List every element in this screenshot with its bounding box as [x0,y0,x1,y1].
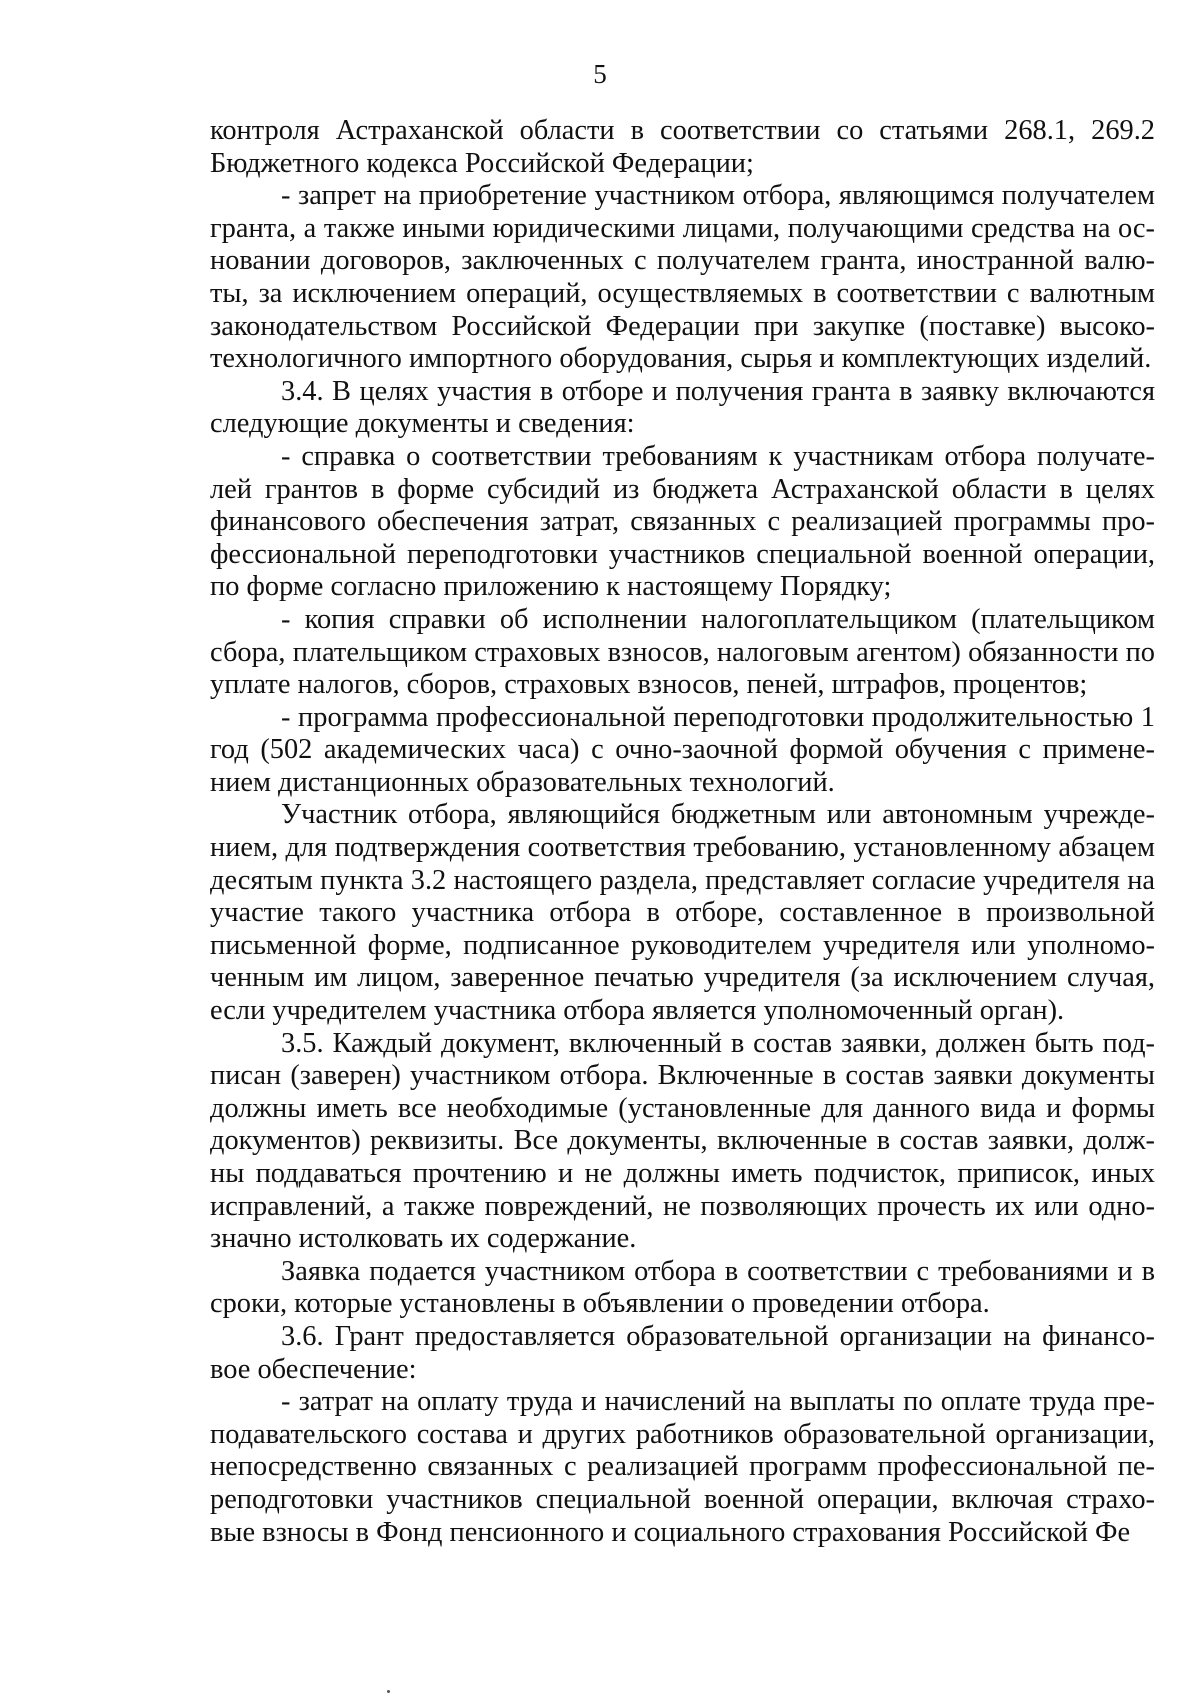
paragraph-labor-costs: - затрат на оплату труда и начислений на выплаты по оплате труда преподавательского состава и других работников образовательной организации, непосредственно связанных с реализацией программ профессиональной переподготовки участников специальной военной операции, включая страховые взносы в Фонд пенсионного и социального страхования Российской Фе [210,1386,1155,1548]
paragraph-application-submission: Заявка подается участником отбора в соответствии с требованиями и в сроки, которые установлены в объявлении о проведении отбора. [210,1255,1155,1320]
paragraph-3-4: 3.4. В целях участия в отборе и получения гранта в заявку включаются следующие документы и сведения: [210,375,1155,440]
paragraph-certificate: - справка о соответствии требованиям к участникам отбора получателей грантов в форме субсидий из бюджета Астраханской области в целях финансового обеспечения затрат, связанных с реализацией программы профессиональной переподготовки участников специальной военной операции, по форме согласно приложению к настоящему Порядку; [210,440,1155,603]
paragraph-budget-institution: Участник отбора, являющийся бюджетным или автономным учреждением, для подтверждения соответствия требованию, установленному абзацем десятым пункта 3.2 настоящего раздела, представляет согласие учредителя на участие такого участника отбора в отборе, составленное в произвольной письменной форме, подписанное руководителем учредителя или уполномоченным им лицом, заверенное печатью учредителя (за исключением случая, если учредителем участника отбора является уполномоченный орган). [210,799,1155,1027]
paragraph-tax-certificate: - копия справки об исполнении налогоплательщиком (плательщиком сбора, плательщиком страховых взносов, налоговым агентом) обязанности по уплате налогов, сборов, страховых взносов, пеней, штрафов, процентов; [210,603,1155,701]
paragraph-currency-ban: - запрет на приобретение участником отбора, являющимся получателем гранта, а также иными юридическими лицами, получающими средства на основании договоров, заключенных с получателем гранта, иностранной валюты, за исключением операций, осуществляемых в соответствии с валютным законодательством Российской Федерации при закупке (поставке) высокотехнологичного импортного оборудования, сырья и комплектующих изделий. [210,180,1155,375]
document-body [210,115,1155,1549]
paragraph-3-5: 3.5. Каждый документ, включенный в состав заявки, должен быть подписан (заверен) участником отбора. Включенные в состав заявки документы должны иметь все необходимые (установленные для данного вида и формы документов) реквизиты. Все документы, включенные в состав заявки, должны поддаваться прочтению и не должны иметь подчисток, приписок, иных исправлений, а также повреждений, не позволяющих прочесть их или однозначно истолковать их содержание. [210,1027,1155,1255]
paragraph-3-6: 3.6. Грант предоставляется образовательной организации на финансовое обеспечение: [210,1320,1155,1385]
page-number: 5 [593,59,607,89]
scan-artifact [387,1690,390,1693]
paragraph-continuation: контроля Астраханской области в соответствии со статьями 268.1, 269.2 Бюджетного кодекса Российской Федерации; [210,115,1155,179]
paragraph-program: - программа профессиональной переподготовки продолжительностью 1 год (502 академических часа) с очно-заочной формой обучения с применением дистанционных образовательных технологий. [210,701,1155,798]
